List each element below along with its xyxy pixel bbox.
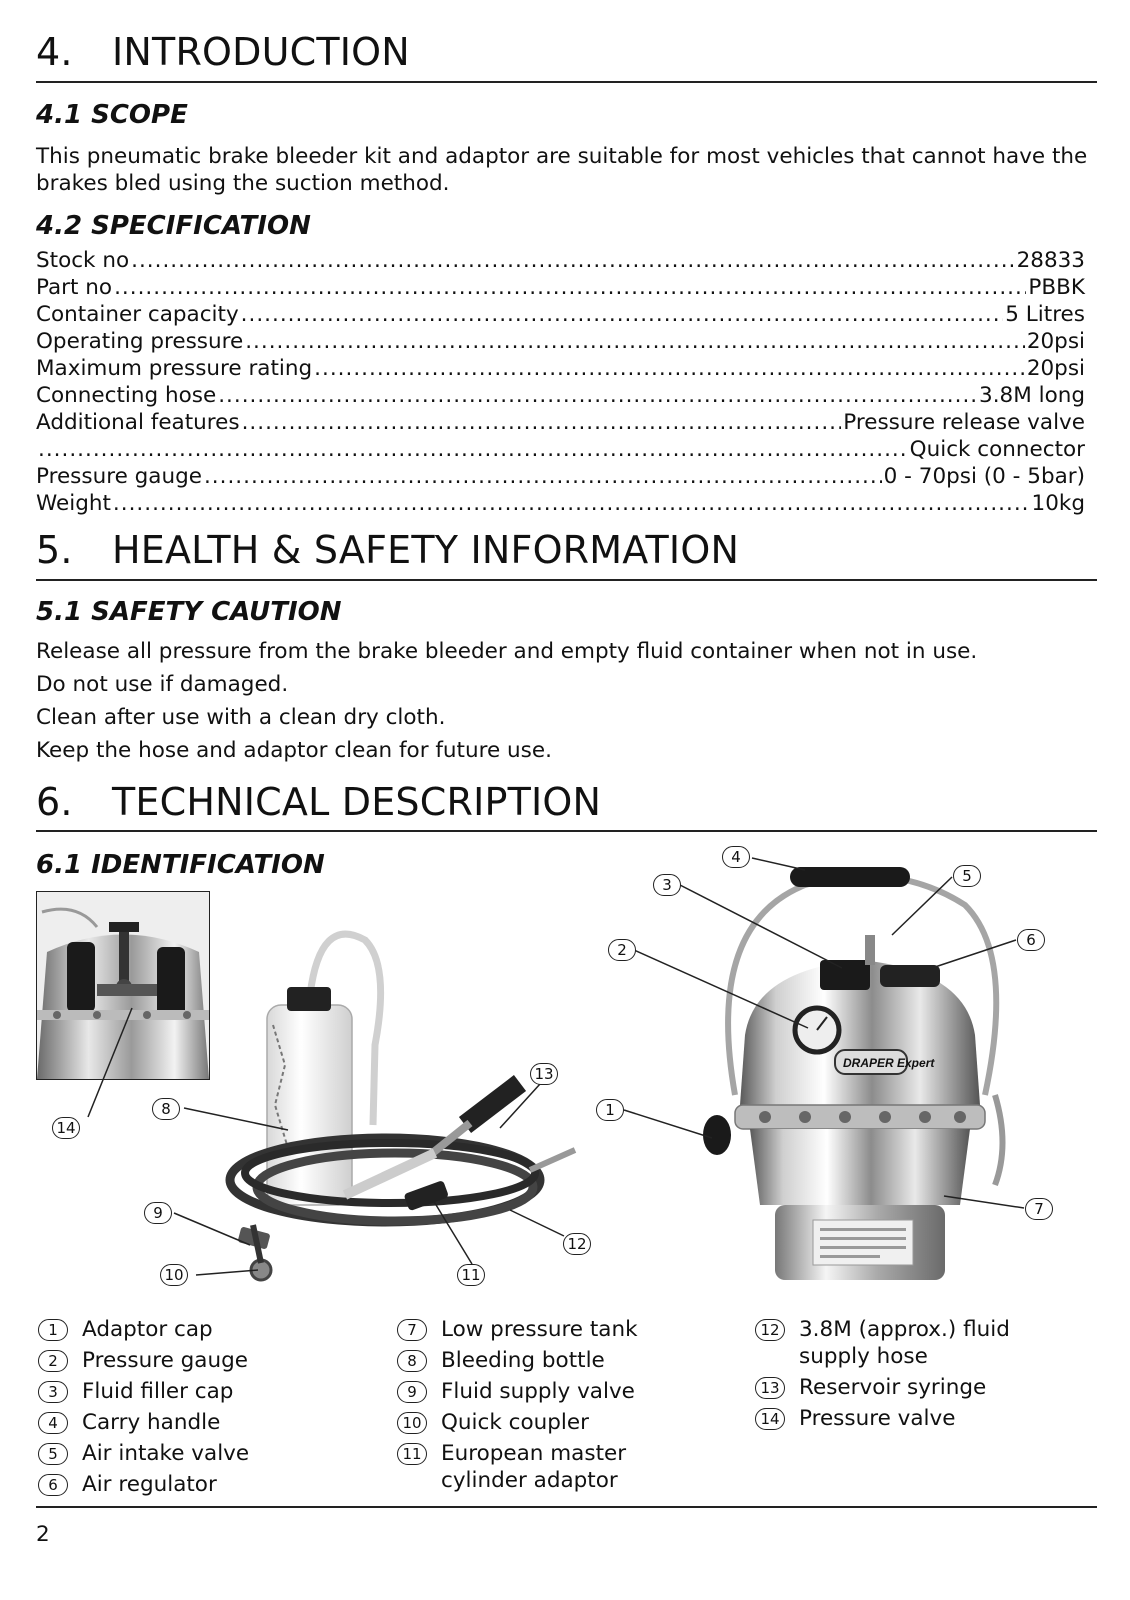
section-5-title: HEALTH & SAFETY INFORMATION — [112, 528, 740, 572]
spec-label: Operating pressure — [36, 329, 244, 354]
callout-12: 12 — [563, 1233, 591, 1255]
callout-13: 13 — [530, 1063, 558, 1085]
callout-2: 2 — [608, 939, 636, 961]
section-6-title: TECHNICAL DESCRIPTION — [112, 780, 602, 824]
caution-line: Clean after use with a clean dry cloth. — [36, 705, 446, 730]
callout-7: 7 — [1025, 1198, 1053, 1220]
callout-8: 8 — [152, 1098, 180, 1120]
legend-number: 10 — [397, 1412, 427, 1434]
caution-line: Keep the hose and adaptor clean for future use. — [36, 738, 552, 763]
spec-label: Pressure gauge — [36, 464, 202, 489]
legend-item — [397, 1347, 701, 1374]
legend-number: 2 — [38, 1350, 68, 1372]
legend-item — [397, 1409, 701, 1436]
legend-column-1 — [38, 1316, 342, 1502]
spec-value: 5 Litres — [1005, 302, 1085, 327]
legend-text: Pressure gauge — [82, 1348, 248, 1373]
legend-text: Fluid filler cap — [82, 1379, 234, 1404]
legend-item — [38, 1471, 342, 1498]
section-4-number: 4. — [36, 30, 73, 74]
spec-value: 0 - 70psi (0 - 5bar) — [883, 464, 1085, 489]
legend-item — [397, 1440, 701, 1494]
legend-column-2 — [397, 1316, 701, 1498]
legend-number: 4 — [38, 1412, 68, 1434]
spec-value: 3.8M long — [979, 383, 1085, 408]
legend-text: Carry handle — [82, 1410, 221, 1435]
legend-text: Pressure valve — [799, 1406, 956, 1431]
legend-item — [38, 1409, 342, 1436]
spec-label: Stock no — [36, 248, 130, 273]
callout-1: 1 — [596, 1099, 624, 1121]
legend-text: 3.8M (approx.) fluid supply hose — [799, 1317, 1010, 1369]
legend-text: Low pressure tank — [441, 1317, 638, 1342]
scope-text: This pneumatic brake bleeder kit and adaptor are suitable for most vehicles that cannot have the brakes bled using the suction method. — [36, 144, 1088, 196]
safety-caution-heading: 5.1 SAFETY CAUTION — [36, 597, 342, 627]
legend-text: Air regulator — [82, 1472, 217, 1497]
callout-6: 6 — [1017, 929, 1045, 951]
section-4-title: INTRODUCTION — [112, 30, 410, 74]
legend-item — [38, 1440, 342, 1467]
tank-logo: DRAPER Expert — [843, 1056, 935, 1070]
specification-heading: 4.2 SPECIFICATION — [36, 211, 311, 241]
spec-value: Quick connector — [909, 437, 1085, 462]
callout-14: 14 — [52, 1117, 80, 1139]
spec-label: Connecting hose — [36, 383, 217, 408]
spec-value: 10kg — [1031, 491, 1085, 516]
legend-number: 9 — [397, 1381, 427, 1403]
page-number: 2 — [36, 1522, 50, 1547]
legend-item — [755, 1374, 1059, 1401]
callout-5: 5 — [953, 865, 981, 887]
legend-number: 5 — [38, 1443, 68, 1465]
spec-value: Pressure release valve — [843, 410, 1085, 435]
legend-item — [755, 1316, 1059, 1370]
spec-label: Container capacity — [36, 302, 239, 327]
scope-heading: 4.1 SCOPE — [36, 100, 188, 130]
legend-text: Air intake valve — [82, 1441, 250, 1466]
section-5-number: 5. — [36, 528, 73, 572]
legend-text: Adaptor cap — [82, 1317, 213, 1342]
legend-number: 14 — [755, 1408, 785, 1430]
callout-10: 10 — [160, 1264, 188, 1286]
caution-line: Do not use if damaged. — [36, 672, 289, 697]
legend-number: 11 — [397, 1443, 427, 1465]
legend-text: Reservoir syringe — [799, 1375, 987, 1400]
spec-label: Weight — [36, 491, 111, 516]
callout-11: 11 — [457, 1264, 485, 1286]
spec-value: PBBK — [1028, 275, 1085, 300]
spec-label: Additional features — [36, 410, 240, 435]
legend-item — [38, 1378, 342, 1405]
legend-text: Bleeding bottle — [441, 1348, 605, 1373]
section-6-number: 6. — [36, 780, 73, 824]
legend-number: 3 — [38, 1381, 68, 1403]
legend-text: Quick coupler — [441, 1410, 589, 1435]
caution-line: Release all pressure from the brake bleeder and empty fluid container when not in use. — [36, 639, 978, 664]
legend-item — [397, 1378, 701, 1405]
legend-number: 6 — [38, 1474, 68, 1496]
spec-value: 20psi — [1026, 356, 1085, 381]
legend-number: 7 — [397, 1319, 427, 1341]
legend-number: 1 — [38, 1319, 68, 1341]
legend-number: 8 — [397, 1350, 427, 1372]
legend-text: European master cylinder adaptor — [441, 1441, 627, 1493]
callout-4: 4 — [722, 846, 750, 868]
legend-item — [397, 1316, 701, 1343]
legend-number: 12 — [755, 1319, 785, 1341]
spec-value: 28833 — [1016, 248, 1085, 273]
legend-number: 13 — [755, 1377, 785, 1399]
callout-3: 3 — [653, 874, 681, 896]
identification-heading: 6.1 IDENTIFICATION — [36, 850, 325, 880]
legend-column-3 — [755, 1316, 1059, 1436]
spec-value: 20psi — [1026, 329, 1085, 354]
legend-item — [38, 1347, 342, 1374]
spec-label: Maximum pressure rating — [36, 356, 313, 381]
callout-9: 9 — [144, 1202, 172, 1224]
legend-item — [755, 1405, 1059, 1432]
spec-label: Part no — [36, 275, 113, 300]
footer-rule — [36, 1506, 1097, 1508]
legend-item — [38, 1316, 342, 1343]
legend-text: Fluid supply valve — [441, 1379, 635, 1404]
